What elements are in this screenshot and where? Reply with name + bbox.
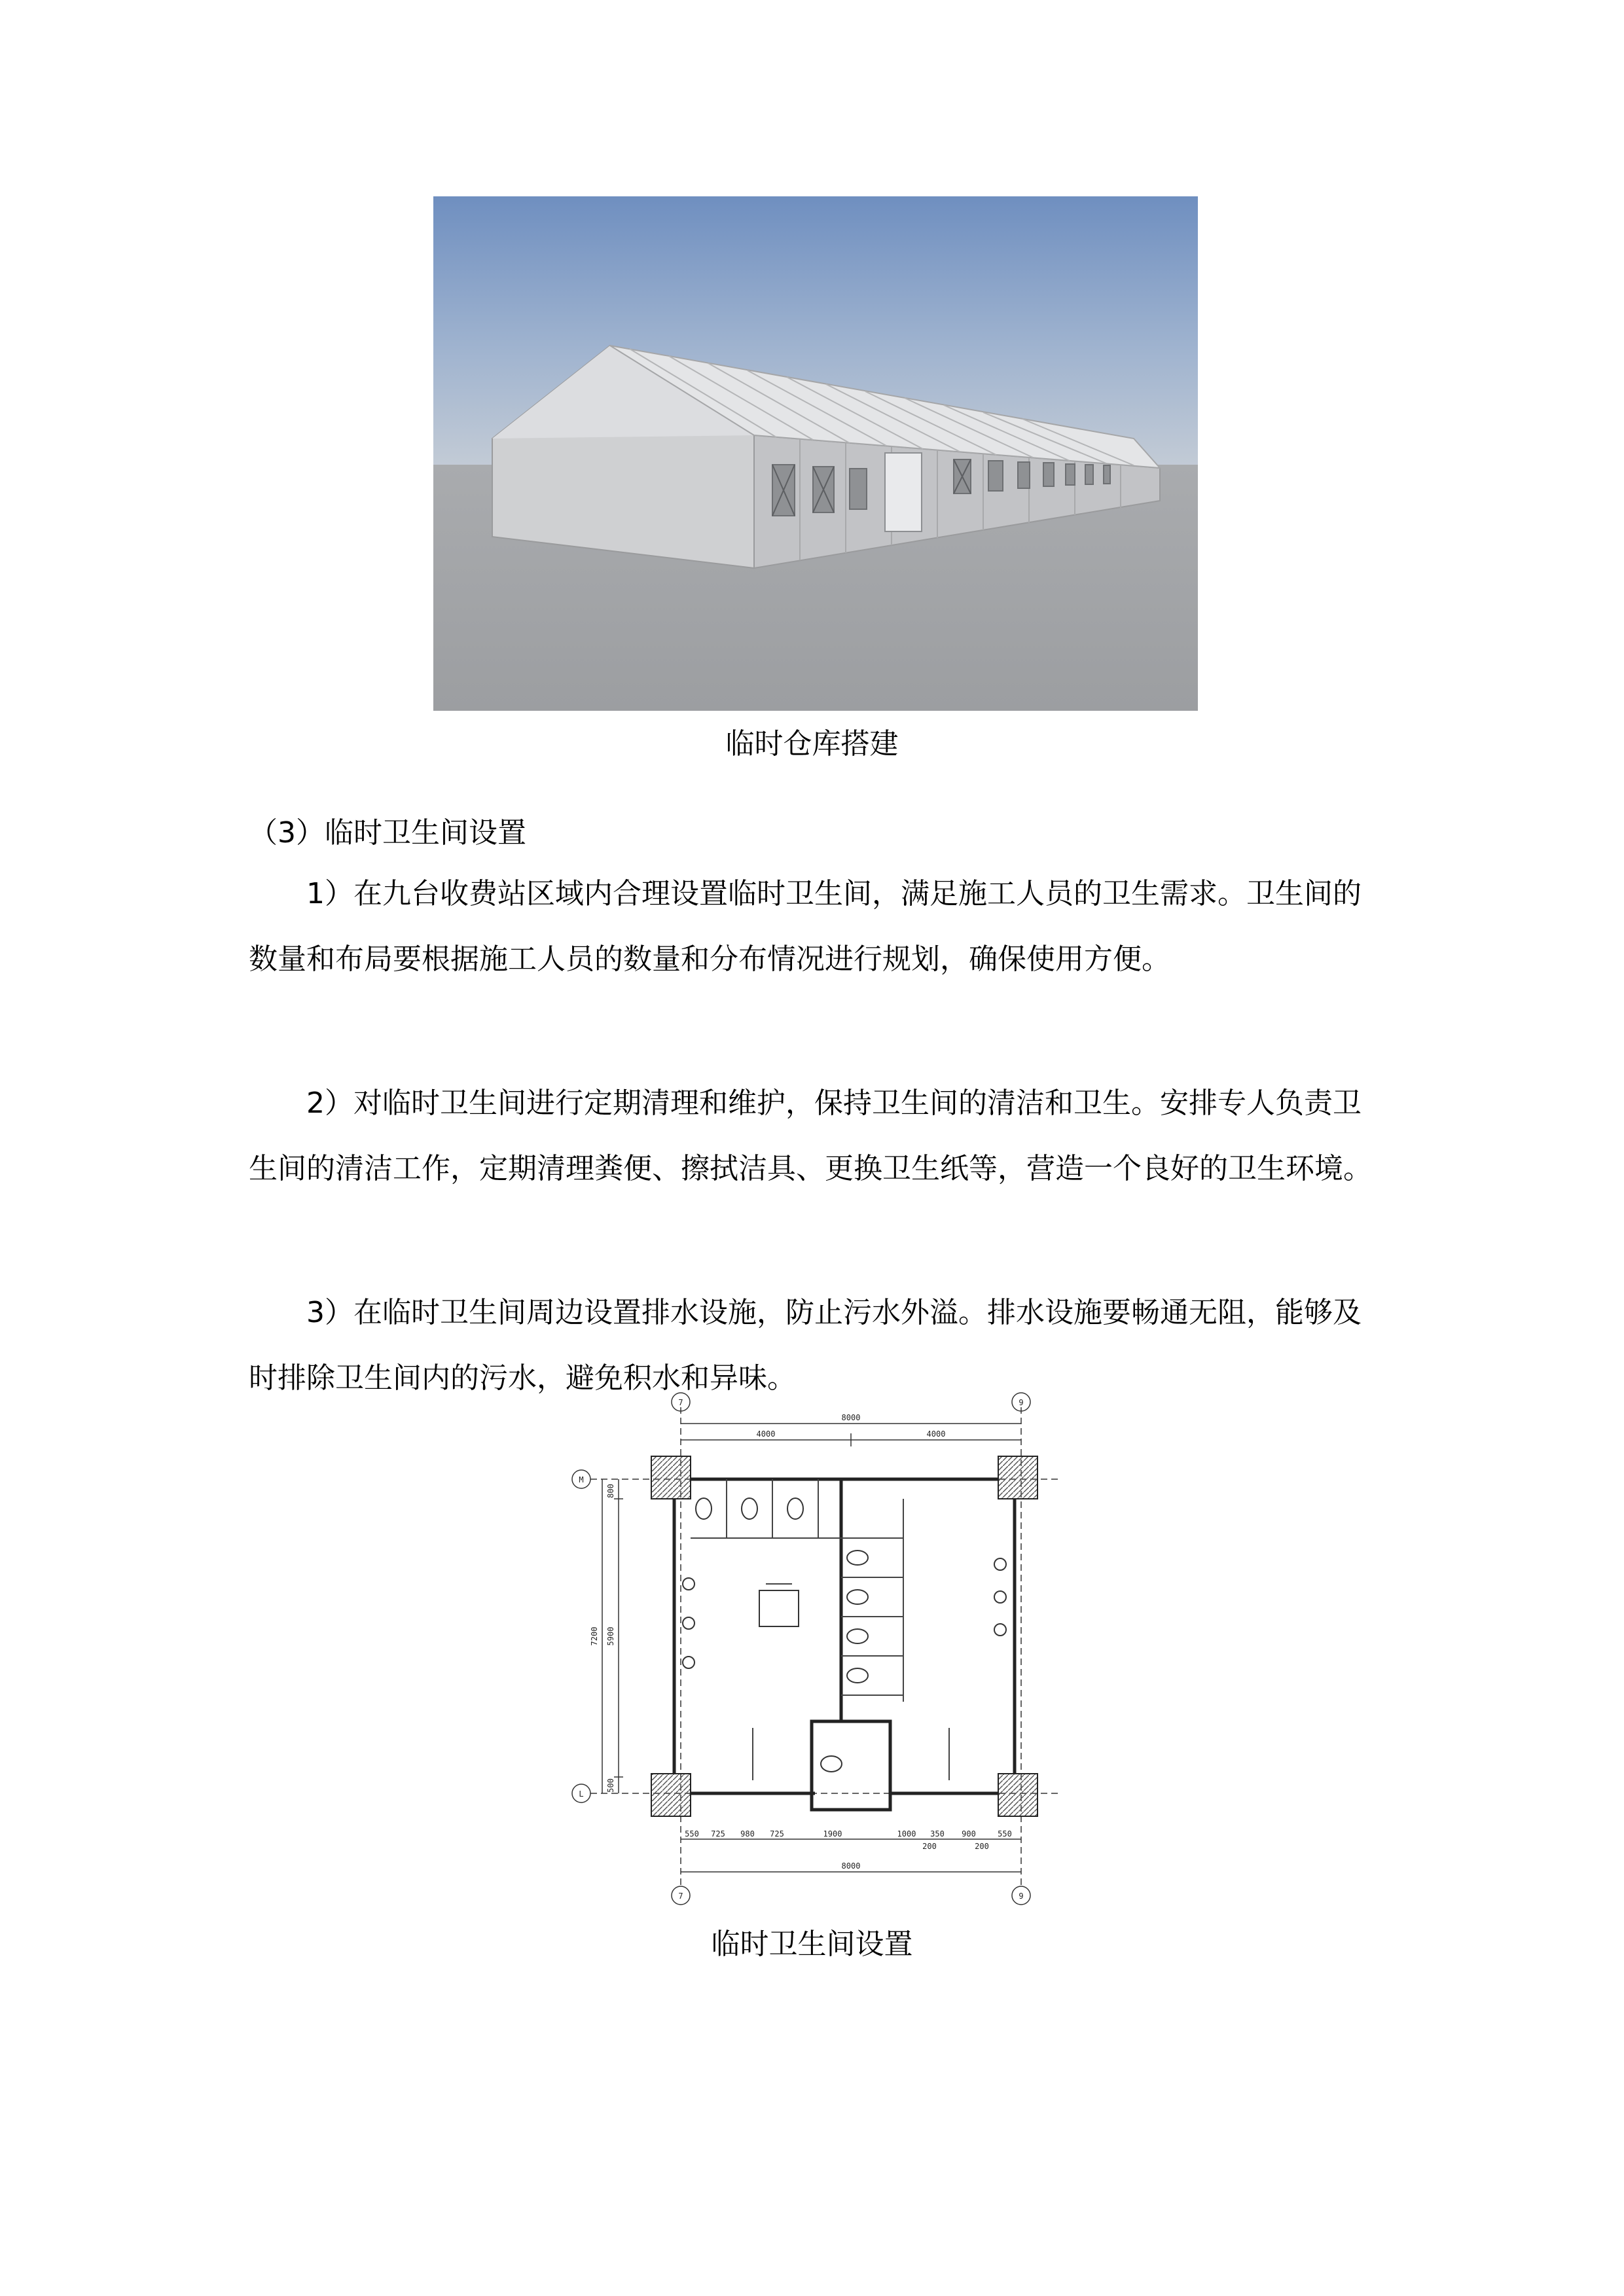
dim-left-top: 800 — [606, 1484, 615, 1498]
dim-bottom-seg: 1000 — [897, 1829, 916, 1839]
axis-label-l: L — [579, 1789, 584, 1799]
paragraph-2: 2）对临时卫生间进行定期清理和维护，保持卫生间的清洁和卫生。安排专人负责卫生间的清洁工作，定期清理粪便、擦拭洁具、更换卫生纸等，营造一个良好的卫生环境。 — [249, 1086, 1372, 1185]
dim-left-mid: 5900 — [606, 1626, 615, 1646]
dim-bottom-seg: 1900 — [823, 1829, 842, 1839]
axis-label-9-bottom: 9 — [1019, 1892, 1024, 1901]
dim-left-bottom: 500 — [606, 1778, 615, 1793]
paragraph-1: 1）在九台收费站区域内合理设置临时卫生间，满足施工人员的卫生需求。卫生间的数量和布局要根据施工人员的数量和分布情况进行规划，确保使用方便。 — [249, 877, 1362, 976]
section-heading: （3）临时卫生间设置 — [249, 816, 526, 850]
restroom-floor-plan-drawing — [563, 1388, 1074, 1911]
column-top-left — [651, 1456, 691, 1499]
axis-label-7-bottom: 7 — [678, 1892, 683, 1901]
axis-label-m: M — [579, 1475, 584, 1484]
dim-bottom-seg: 725 — [711, 1829, 725, 1839]
warehouse-rendering-image — [433, 196, 1198, 711]
figure-caption-warehouse: 临时仓库搭建 — [725, 727, 899, 761]
axis-label-9-top: 9 — [1019, 1398, 1024, 1407]
dim-bottom-seg: 900 — [962, 1829, 976, 1839]
column-bottom-left — [651, 1774, 691, 1816]
dim-bottom-seg: 550 — [685, 1829, 699, 1839]
axis-label-7-top: 7 — [678, 1398, 683, 1407]
dim-bottom-sub: 200 — [922, 1842, 937, 1851]
column-bottom-right — [998, 1774, 1038, 1816]
dim-top-total: 8000 — [841, 1413, 861, 1422]
column-top-right — [998, 1456, 1038, 1499]
dim-bottom-total: 8000 — [841, 1861, 861, 1871]
dim-top-left: 4000 — [756, 1429, 776, 1439]
dim-bottom-sub: 200 — [975, 1842, 989, 1851]
dim-top-right: 4000 — [926, 1429, 946, 1439]
dim-bottom-seg: 550 — [998, 1829, 1012, 1839]
dim-bottom-seg: 350 — [930, 1829, 945, 1839]
paragraph-3: 3）在临时卫生间周边设置排水设施，防止污水外溢。排水设施要畅通无阻，能够及时排除卫生间内的污水，避免积水和异味。 — [249, 1296, 1362, 1395]
dim-bottom-seg: 725 — [770, 1829, 784, 1839]
dim-bottom-seg: 980 — [740, 1829, 755, 1839]
dim-left-total: 7200 — [590, 1626, 599, 1646]
figure-caption-restroom: 临时卫生间设置 — [711, 1928, 913, 1961]
